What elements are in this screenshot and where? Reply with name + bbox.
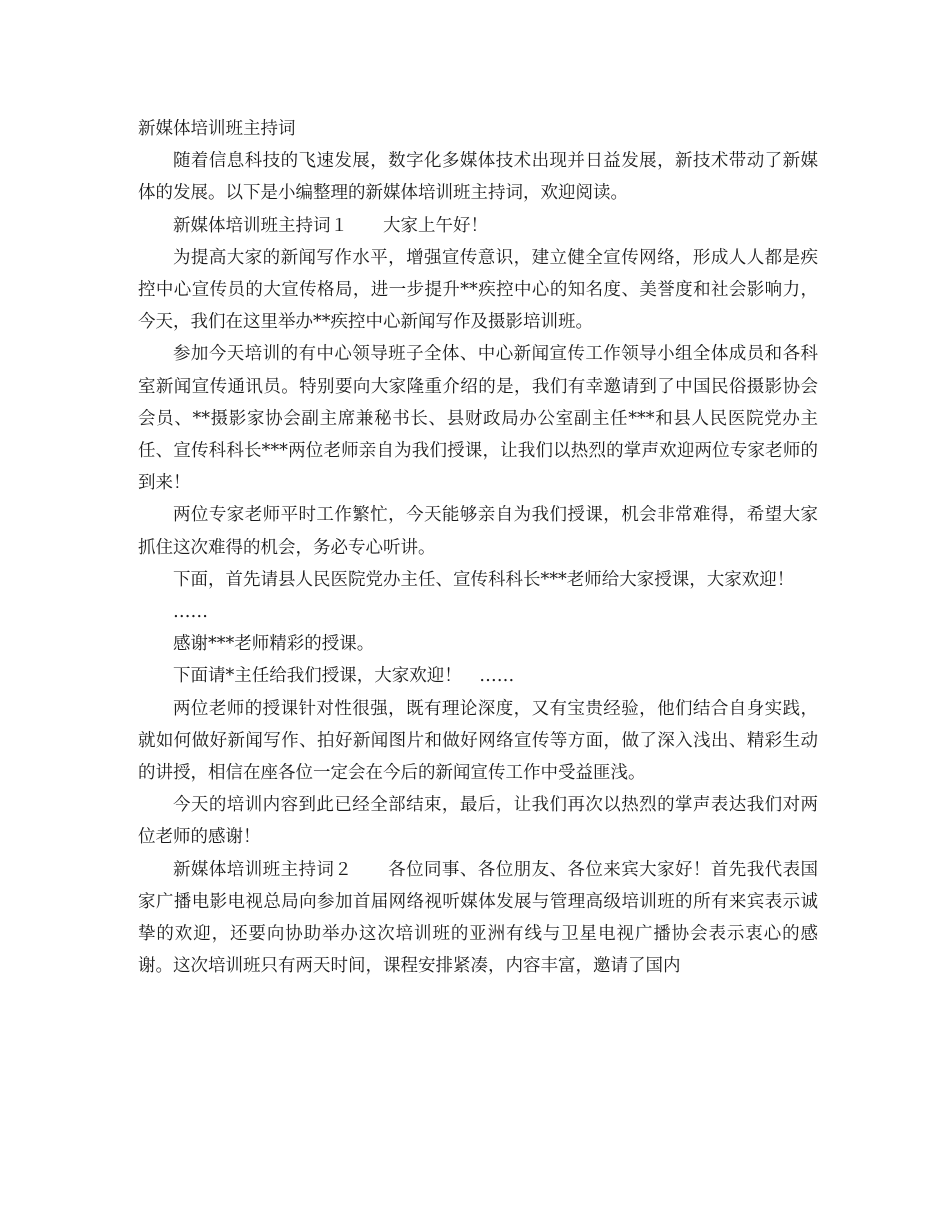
paragraph-closing: 今天的培训内容到此已经全部结束，最后，让我们再次以热烈的掌声表达我们对两位老师的感谢！	[138, 795, 818, 848]
paragraph-section-1-heading: 新媒体培训班主持词１ 大家上午好！	[173, 215, 488, 236]
document-title: 新媒体培训班主持词	[138, 119, 296, 139]
document-body	[138, 113, 818, 982]
paragraph-thanks-first: 感谢***老师精彩的授课。	[173, 634, 375, 655]
paragraph-ellipsis: ……	[173, 602, 208, 623]
paragraph-attendees: 参加今天培训的有中心领导班子全体、中心新闻宣传工作领导小组全体成员和各科室新闻宣传通讯员。特别要向大家隆重介绍的是，我们有幸邀请到了中国民俗摄影协会会员、**摄影家协会副主席兼秘书长、县财政局办公室副主任***和县人民医院党办主任、宣传科科长***两位老师亲自为我们授课，让我们以热烈的掌声欢迎两位专家老师的到来！	[138, 344, 818, 494]
paragraph-opportunity: 两位专家老师平时工作繁忙，今天能够亲自为我们授课，机会非常难得，希望大家抓住这次难得的机会，务必专心听讲。	[138, 505, 818, 558]
paragraph-intro: 随着信息科技的飞速发展，数字化多媒体技术出现并日益发展，新技术带动了新媒体的发展。以下是小编整理的新媒体培训班主持词，欢迎阅读。	[138, 151, 818, 204]
paragraph-purpose: 为提高大家的新闻写作水平，增强宣传意识，建立健全宣传网络，形成人人都是疾控中心宣传员的大宣传格局，进一步提升**疾控中心的知名度、美誉度和社会影响力，今天，我们在这里举办**疾控中心新闻写作及摄影培训班。	[138, 247, 818, 333]
paragraph-second-speaker: 下面请*主任给我们授课，大家欢迎！ ……	[173, 666, 515, 687]
paragraph-summary: 两位老师的授课针对性很强，既有理论深度，又有宝贵经验，他们结合自身实践，就如何做好新闻写作、拍好新闻图片和做好网络宣传等方面，做了深入浅出、精彩生动的讲授，相信在座各位一定会在今后的新闻宣传工作中受益匪浅。	[138, 698, 818, 784]
paragraph-first-speaker: 下面，首先请县人民医院党办主任、宣传科科长***老师给大家授课，大家欢迎！	[173, 569, 795, 590]
paragraph-section-2: 新媒体培训班主持词２ 各位同事、各位朋友、各位来宾大家好！首先我代表国家广播电影电视总局向参加首届网络视听媒体发展与管理高级培训班的所有来宾表示诚挚的欢迎，还要向协助举办这次培训班的亚洲有线与卫星电视广播协会表示衷心的感谢。这次培训班只有两天时间，课程安排紧凑，内容丰富，邀请了国内	[138, 859, 818, 977]
